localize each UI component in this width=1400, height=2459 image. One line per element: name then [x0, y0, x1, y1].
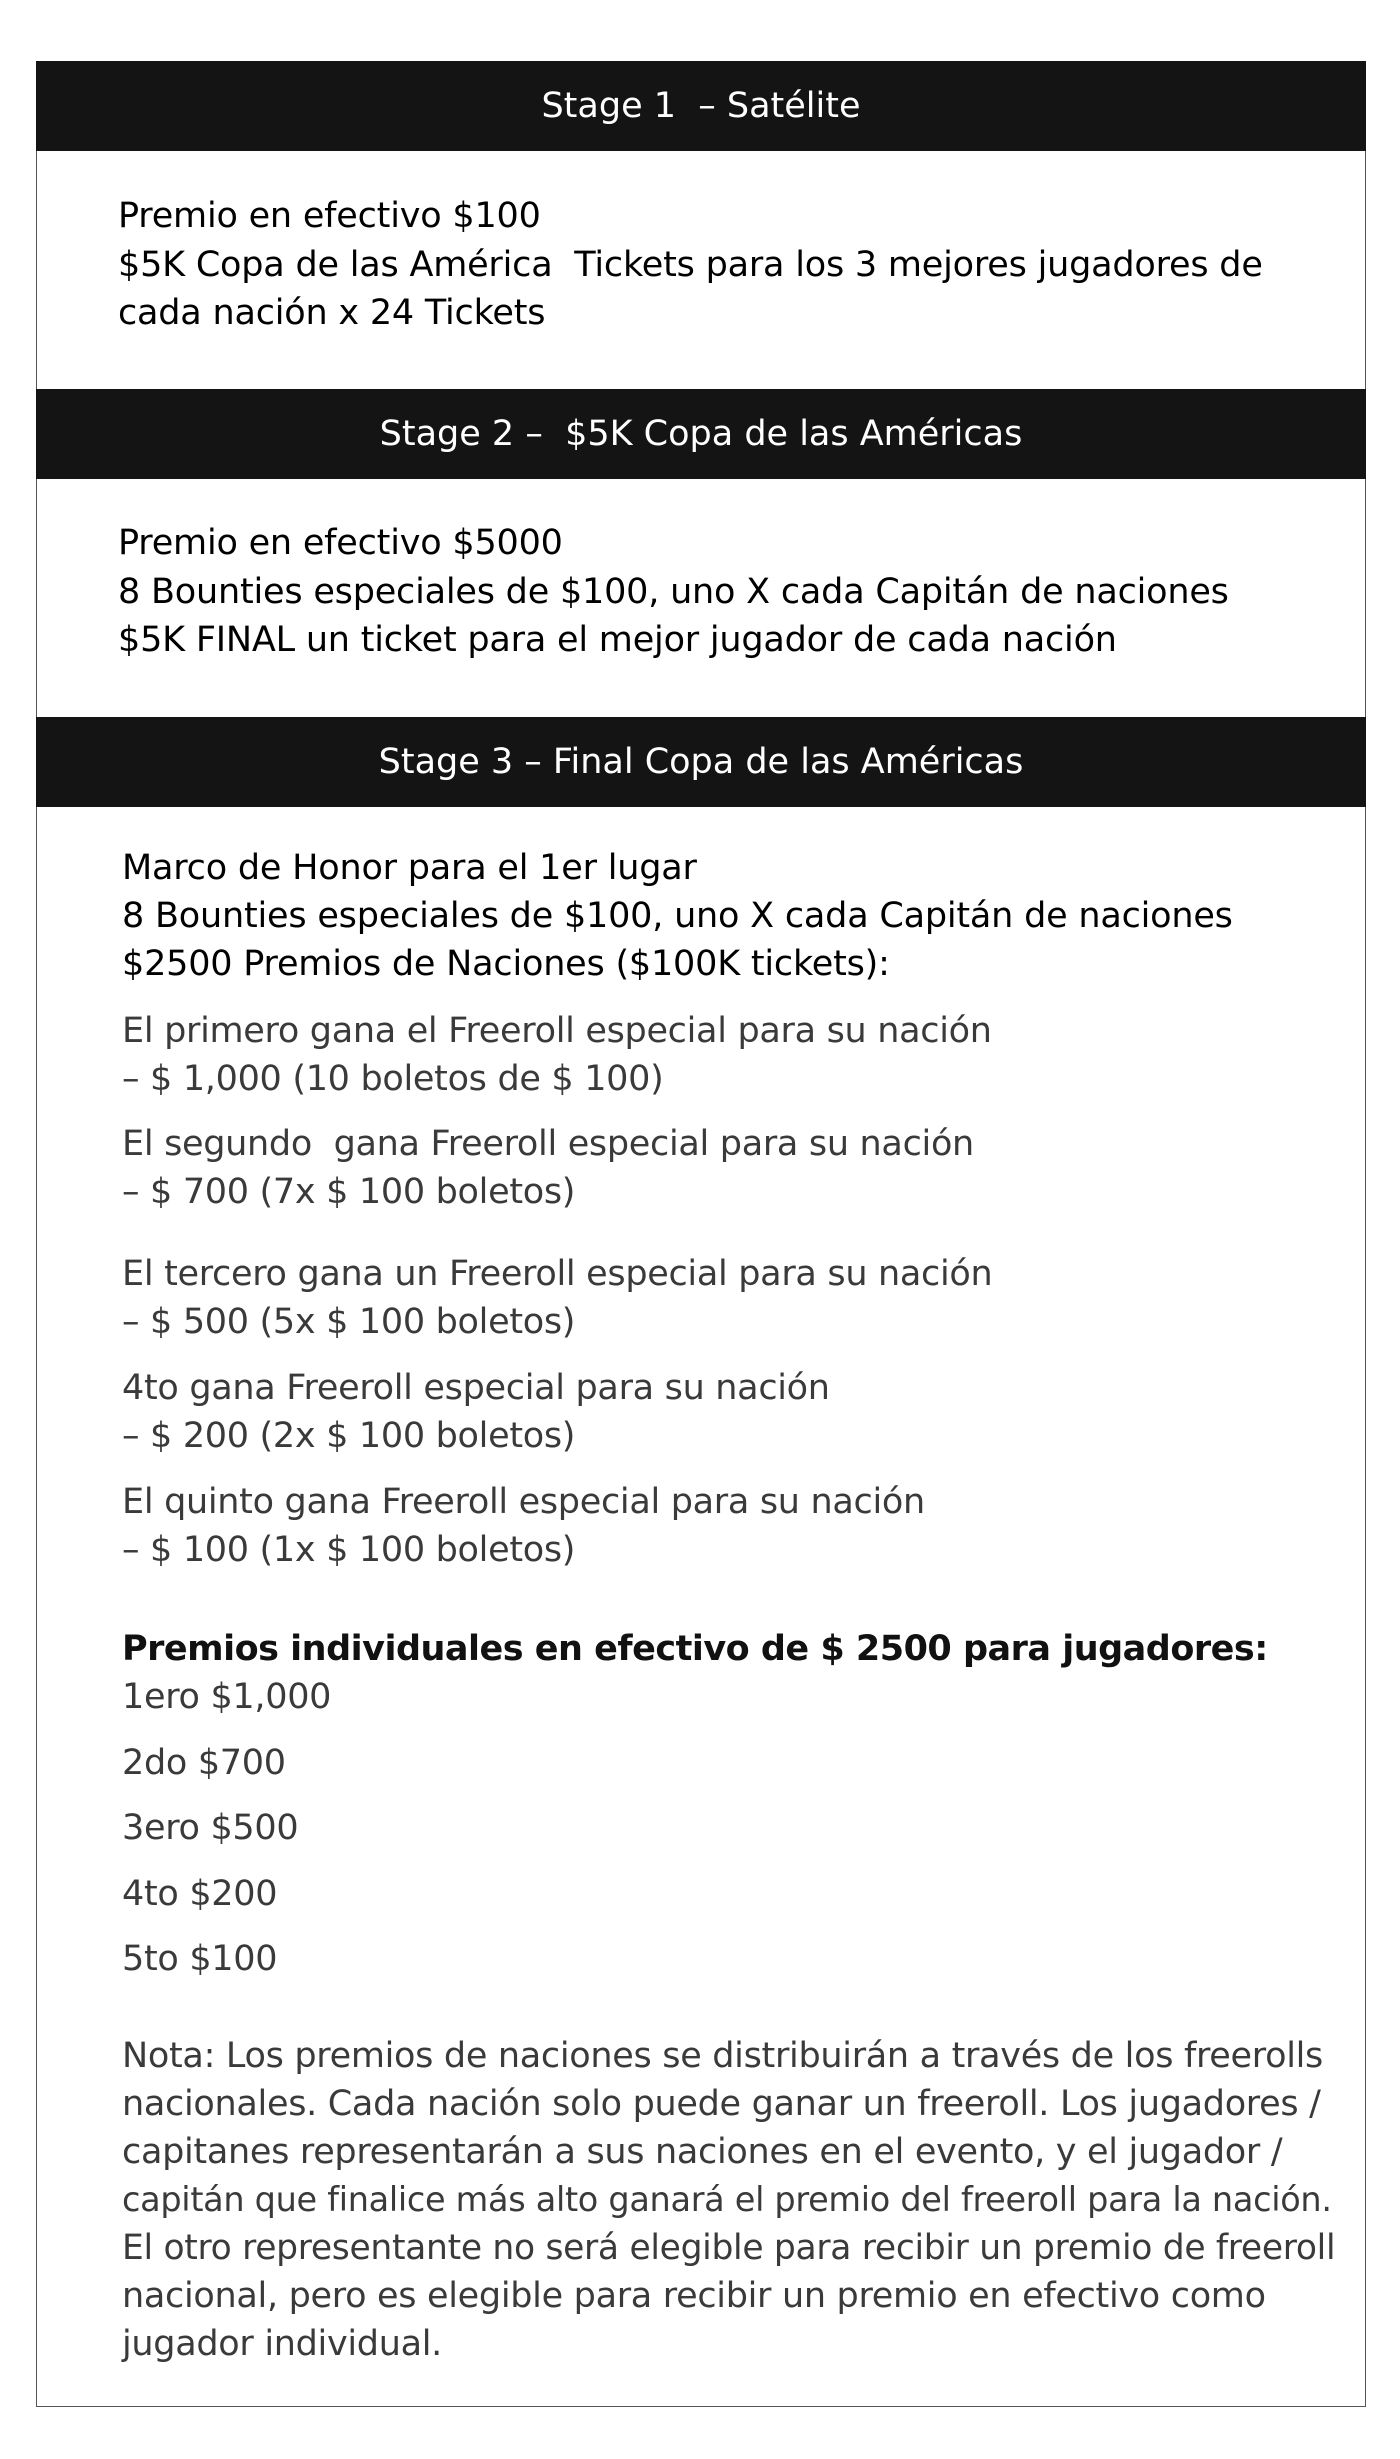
- note-line: El otro representante no será elegible para recibir un premio de freeroll: [122, 2228, 1336, 2268]
- nation-prize-third-amount: – $ 500 (5x $ 100 boletos): [122, 1302, 576, 1342]
- stage3-intro-line: 8 Bounties especiales de $100, uno X cada Capitán de naciones: [122, 896, 1233, 936]
- individual-prize: 3ero $500: [122, 1808, 299, 1848]
- nation-prize-second-amount: – $ 700 (7x $ 100 boletos): [122, 1172, 576, 1212]
- stage1-line: $5K Copa de las América Tickets para los 3 mejores jugadores de: [118, 245, 1263, 285]
- stage2-line: Premio en efectivo $5000: [118, 523, 563, 563]
- stage1-header: Stage 1 – Satélite: [36, 61, 1366, 151]
- individual-prize: 5to $100: [122, 1939, 278, 1979]
- note-line: Nota: Los premios de naciones se distribuirán a través de los freerolls: [122, 2036, 1323, 2076]
- individual-prize: 1ero $1,000: [122, 1677, 332, 1717]
- note-line: nacionales. Cada nación solo puede ganar un freeroll. Los jugadores /: [122, 2084, 1321, 2124]
- stage2-line: 8 Bounties especiales de $100, uno X cada Capitán de naciones: [118, 572, 1229, 612]
- note-line: capitán que finalice más alto ganará el premio del freeroll para la nación.: [122, 2180, 1332, 2219]
- note-line: nacional, pero es elegible para recibir un premio en efectivo como: [122, 2276, 1266, 2316]
- stage3-intro-line: $2500 Premios de Naciones ($100K tickets):: [122, 944, 890, 984]
- individual-prize: 2do $700: [122, 1743, 286, 1783]
- note-line: jugador individual.: [122, 2324, 442, 2364]
- nation-prize-first-amount: – $ 1,000 (10 boletos de $ 100): [122, 1059, 664, 1099]
- nation-prize-first: El primero gana el Freeroll especial para su nación: [122, 1011, 992, 1051]
- stage1-line: Premio en efectivo $100: [118, 196, 541, 236]
- stage1-line: cada nación x 24 Tickets: [118, 293, 546, 333]
- nation-prize-fourth-amount: – $ 200 (2x $ 100 boletos): [122, 1416, 576, 1456]
- nation-prize-fifth-amount: – $ 100 (1x $ 100 boletos): [122, 1530, 576, 1570]
- nation-prize-fifth: El quinto gana Freeroll especial para su nación: [122, 1482, 925, 1522]
- nation-prize-third: El tercero gana un Freeroll especial para su nación: [122, 1254, 993, 1294]
- nation-prize-second: El segundo gana Freeroll especial para su nación: [122, 1124, 974, 1164]
- individual-prize: 4to $200: [122, 1874, 278, 1914]
- note-line: capitanes representarán a sus naciones en el evento, y el jugador /: [122, 2132, 1283, 2172]
- individual-prizes-title: Premios individuales en efectivo de $ 2500 para jugadores:: [122, 1629, 1268, 1669]
- stage2-header: Stage 2 – $5K Copa de las Américas: [36, 389, 1366, 479]
- stage3-header: Stage 3 – Final Copa de las Américas: [36, 717, 1366, 807]
- stage3-intro-line: Marco de Honor para el 1er lugar: [122, 848, 697, 888]
- nation-prize-fourth: 4to gana Freeroll especial para su nación: [122, 1368, 830, 1408]
- stage2-line: $5K FINAL un ticket para el mejor jugador de cada nación: [118, 620, 1117, 660]
